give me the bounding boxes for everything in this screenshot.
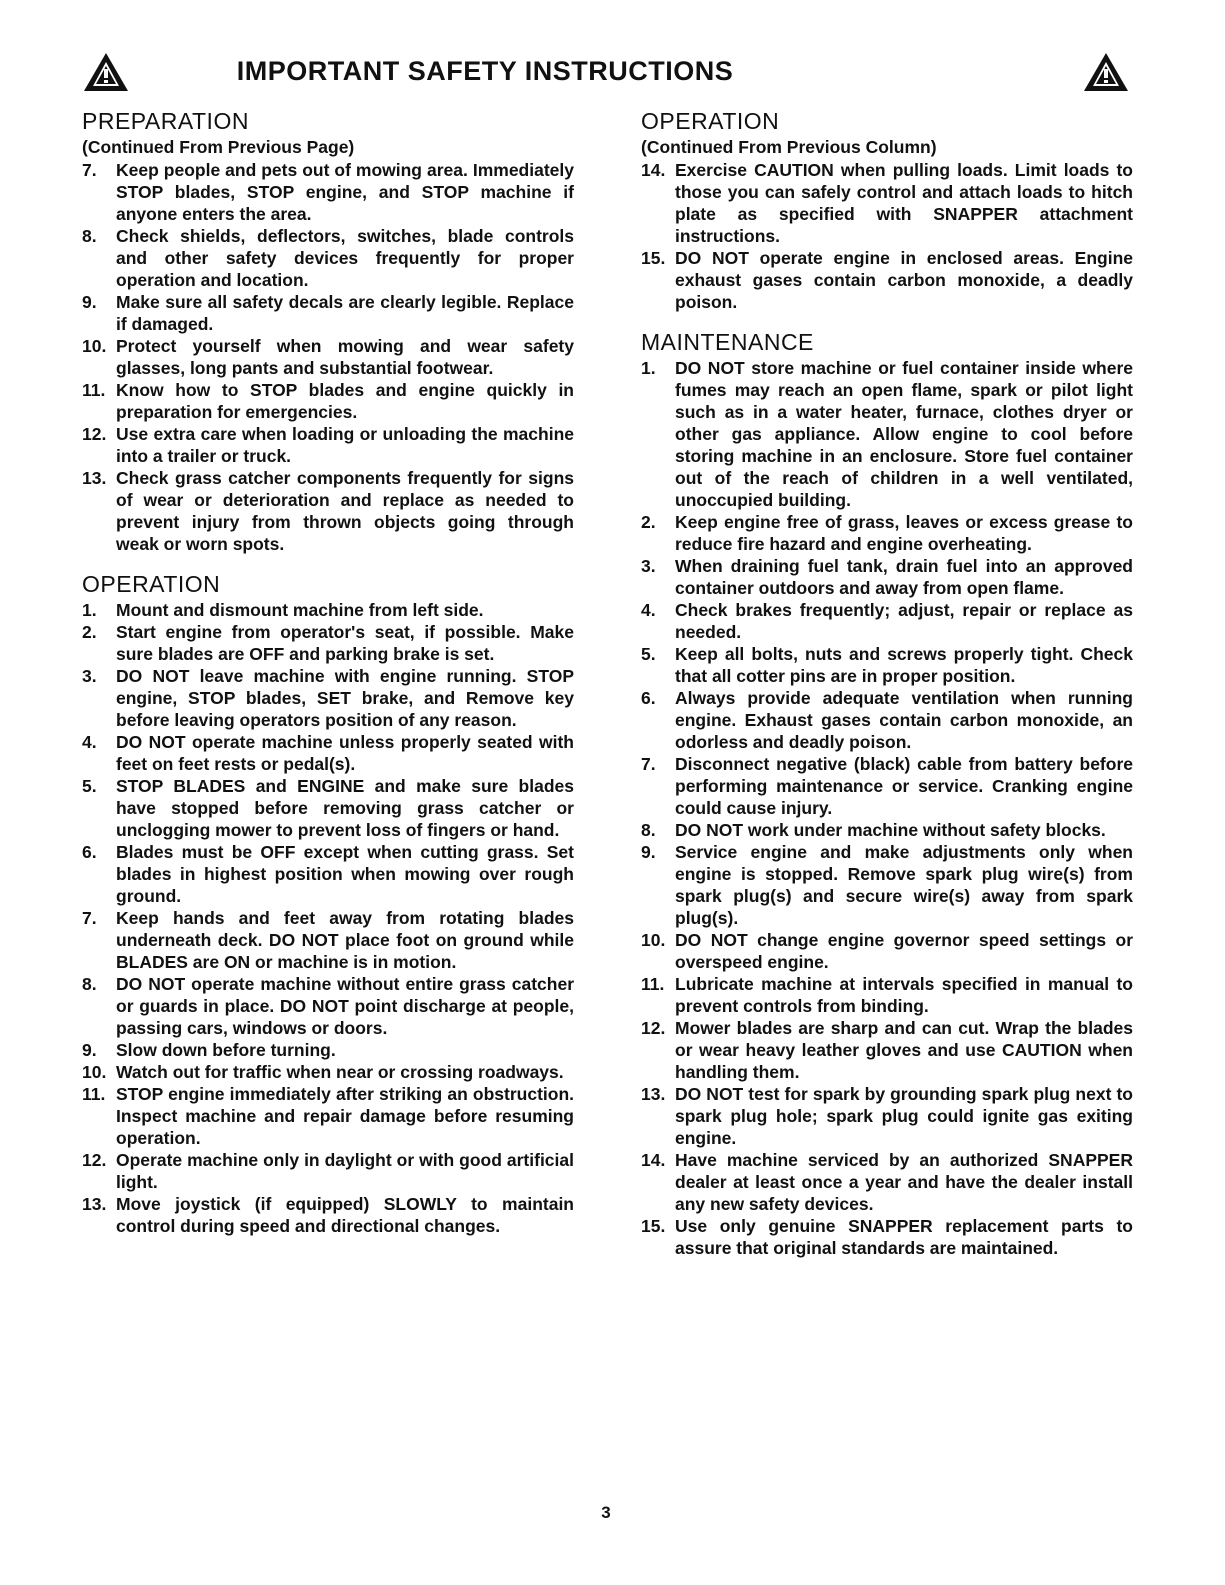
item-text: Protect yourself when mowing and wear safety glasses, long pants and substantial footwear. [116, 336, 574, 378]
maintenance-section [641, 327, 1133, 1259]
item-text: Blades must be OFF except when cutting grass. Set blades in highest position when mowing over rough ground. [116, 842, 574, 906]
item-number: 12. [82, 424, 107, 444]
instruction-item [641, 687, 1133, 753]
item-number: 4. [641, 600, 656, 620]
instruction-item [641, 841, 1133, 929]
item-text: Mower blades are sharp and can cut. Wrap the blades or wear heavy leather gloves and use CAUTION when handling them. [675, 1018, 1133, 1082]
instruction-item [641, 159, 1133, 247]
item-number: 7. [82, 160, 97, 180]
instruction-item [641, 247, 1133, 313]
right-column [641, 106, 1133, 1273]
item-number: 6. [641, 688, 656, 708]
item-number: 9. [641, 842, 656, 862]
preparation-section [82, 106, 574, 555]
item-number: 13. [82, 468, 107, 488]
left-column [82, 106, 574, 1251]
item-number: 8. [641, 820, 656, 840]
item-number: 7. [641, 754, 656, 774]
instruction-item [641, 555, 1133, 599]
item-text: DO NOT test for spark by grounding spark plug next to spark plug hole; spark plug could ignite gas exiting engine. [675, 1084, 1133, 1148]
item-number: 8. [82, 226, 97, 246]
page-title: IMPORTANT SAFETY INSTRUCTIONS [236, 56, 734, 86]
operation-section [82, 569, 574, 1237]
instruction-item [641, 357, 1133, 511]
instruction-item [641, 819, 1133, 841]
item-number: 1. [641, 358, 656, 378]
instruction-item [641, 1017, 1133, 1083]
instruction-item [82, 423, 574, 467]
item-number: 5. [82, 776, 97, 796]
item-number: 2. [641, 512, 656, 532]
instruction-item [641, 973, 1133, 1017]
item-number: 11. [82, 380, 106, 400]
item-number: 10. [641, 930, 666, 950]
instruction-item [82, 1149, 574, 1193]
item-number: 15. [641, 248, 666, 268]
item-text: STOP BLADES and ENGINE and make sure blades have stopped before removing grass catcher or unclogging mower to prevent loss of fingers or hand. [116, 776, 574, 840]
instruction-item [641, 1149, 1133, 1215]
item-text: Check brakes frequently; adjust, repair or replace as needed. [675, 600, 1133, 642]
item-text: Have machine serviced by an authorized SNAPPER dealer at least once a year and have the dealer install any new safety devices. [675, 1150, 1133, 1214]
instruction-item [82, 159, 574, 225]
item-text: Service engine and make adjustments only when engine is stopped. Remove spark plug wire(s) from spark plug(s) and secure wire(s) away from spark plug(s). [675, 842, 1133, 928]
item-text: Always provide adequate ventilation when running engine. Exhaust gases contain carbon monoxide, an odorless and deadly poison. [675, 688, 1133, 752]
operation-continued-section [641, 106, 1133, 313]
instruction-list [82, 159, 574, 555]
warning-triangle-icon [1083, 52, 1129, 92]
item-number: 11. [641, 974, 665, 994]
instruction-item [82, 731, 574, 775]
item-text: Mount and dismount machine from left side. [116, 600, 484, 620]
instruction-item [82, 907, 574, 973]
instruction-item [641, 643, 1133, 687]
item-number: 10. [82, 1062, 107, 1082]
item-number: 3. [641, 556, 656, 576]
instruction-item [641, 753, 1133, 819]
instruction-item [82, 621, 574, 665]
item-number: 7. [82, 908, 97, 928]
item-number: 14. [641, 160, 666, 180]
item-text: DO NOT store machine or fuel container inside where fumes may reach an open flame, spark or pilot light such as in a water heater, furnace, clothes dryer or other gas appliance. Allow engine to cool before storing machine in an enclosure. Store fuel container out of the reach of children in a well ventilated, unoccupied building. [675, 358, 1133, 510]
item-number: 15. [641, 1216, 666, 1236]
continued-note: (Continued From Previous Page) [82, 137, 355, 157]
instruction-item [82, 841, 574, 907]
item-number: 14. [641, 1150, 666, 1170]
page-header [0, 52, 1225, 96]
item-number: 9. [82, 1040, 97, 1060]
item-text: Operate machine only in daylight or with good artificial light. [116, 1150, 574, 1192]
item-number: 8. [82, 974, 97, 994]
continued-note: (Continued From Previous Column) [641, 137, 937, 157]
item-number: 12. [82, 1150, 107, 1170]
item-number: 10. [82, 336, 107, 356]
item-number: 2. [82, 622, 97, 642]
item-text: Keep hands and feet away from rotating blades underneath deck. DO NOT place foot on ground while BLADES are ON or machine is in motion. [116, 908, 574, 972]
item-number: 6. [82, 842, 97, 862]
section-title: OPERATION [82, 571, 221, 597]
item-number: 13. [82, 1194, 107, 1214]
item-text: Check grass catcher components frequently for signs of wear or deterioration and replace as needed to prevent injury from thrown objects going through weak or worn spots. [116, 468, 574, 554]
item-text: Keep people and pets out of mowing area. Immediately STOP blades, STOP engine, and STOP machine if anyone enters the area. [116, 160, 574, 224]
instruction-item [641, 599, 1133, 643]
item-text: Know how to STOP blades and engine quickly in preparation for emergencies. [116, 380, 574, 422]
item-text: Exercise CAUTION when pulling loads. Limit loads to those you can safely control and attach loads to hitch plate as specified with SNAPPER attachment instructions. [675, 160, 1133, 246]
item-text: When draining fuel tank, drain fuel into an approved container outdoors and away from open flame. [675, 556, 1133, 598]
item-text: DO NOT operate engine in enclosed areas. Engine exhaust gases contain carbon monoxide, a deadly poison. [675, 248, 1133, 312]
instruction-list [641, 159, 1133, 313]
item-number: 12. [641, 1018, 666, 1038]
item-text: Lubricate machine at intervals specified in manual to prevent controls from binding. [675, 974, 1133, 1016]
instruction-item [641, 1215, 1133, 1259]
instruction-item [82, 291, 574, 335]
item-text: Make sure all safety decals are clearly legible. Replace if damaged. [116, 292, 574, 334]
item-text: Start engine from operator's seat, if possible. Make sure blades are OFF and parking brake is set. [116, 622, 574, 664]
instruction-item [82, 1039, 574, 1061]
instruction-item [641, 1083, 1133, 1149]
item-text: Move joystick (if equipped) SLOWLY to maintain control during speed and directional changes. [116, 1194, 574, 1236]
item-text: Keep engine free of grass, leaves or excess grease to reduce fire hazard and engine overheating. [675, 512, 1133, 554]
instruction-item [82, 379, 574, 423]
item-text: DO NOT change engine governor speed settings or overspeed engine. [675, 930, 1133, 972]
instruction-item [82, 775, 574, 841]
item-text: DO NOT leave machine with engine running. STOP engine, STOP blades, SET brake, and Remove key before leaving operators position of any reason. [116, 666, 574, 730]
instruction-item [82, 1083, 574, 1149]
item-text: Disconnect negative (black) cable from battery before performing maintenance or service. Cranking engine could cause injury. [675, 754, 1133, 818]
item-text: Use extra care when loading or unloading the machine into a trailer or truck. [116, 424, 574, 466]
item-number: 3. [82, 666, 97, 686]
instruction-item [82, 335, 574, 379]
instruction-list [82, 599, 574, 1237]
page-number: 3 [601, 1503, 611, 1522]
item-number: 5. [641, 644, 656, 664]
item-number: 9. [82, 292, 97, 312]
instruction-item [82, 1193, 574, 1237]
instruction-item [82, 665, 574, 731]
item-text: DO NOT work under machine without safety blocks. [675, 820, 1106, 840]
item-text: Keep all bolts, nuts and screws properly tight. Check that all cotter pins are in proper position. [675, 644, 1133, 686]
section-title: PREPARATION [82, 108, 249, 134]
section-title: OPERATION [641, 108, 780, 134]
item-number: 13. [641, 1084, 666, 1104]
instruction-item [641, 511, 1133, 555]
instruction-item [641, 929, 1133, 973]
item-number: 4. [82, 732, 97, 752]
instruction-item [82, 599, 574, 621]
item-text: STOP engine immediately after striking an obstruction. Inspect machine and repair damage before resuming operation. [116, 1084, 574, 1148]
instruction-item [82, 973, 574, 1039]
instruction-item [82, 225, 574, 291]
item-number: 11. [82, 1084, 106, 1104]
item-text: DO NOT operate machine unless properly seated with feet on feet rests or pedal(s). [116, 732, 574, 774]
instruction-list [641, 357, 1133, 1259]
item-text: DO NOT operate machine without entire grass catcher or guards in place. DO NOT point discharge at people, passing cars, windows or doors. [116, 974, 574, 1038]
item-number: 1. [82, 600, 97, 620]
instruction-item [82, 467, 574, 555]
item-text: Slow down before turning. [116, 1040, 336, 1060]
item-text: Check shields, deflectors, switches, blade controls and other safety devices frequently for proper operation and location. [116, 226, 574, 290]
section-title: MAINTENANCE [641, 329, 814, 355]
item-text: Use only genuine SNAPPER replacement parts to assure that original standards are maintained. [675, 1216, 1133, 1258]
item-text: Watch out for traffic when near or crossing roadways. [116, 1062, 564, 1082]
instruction-item [82, 1061, 574, 1083]
